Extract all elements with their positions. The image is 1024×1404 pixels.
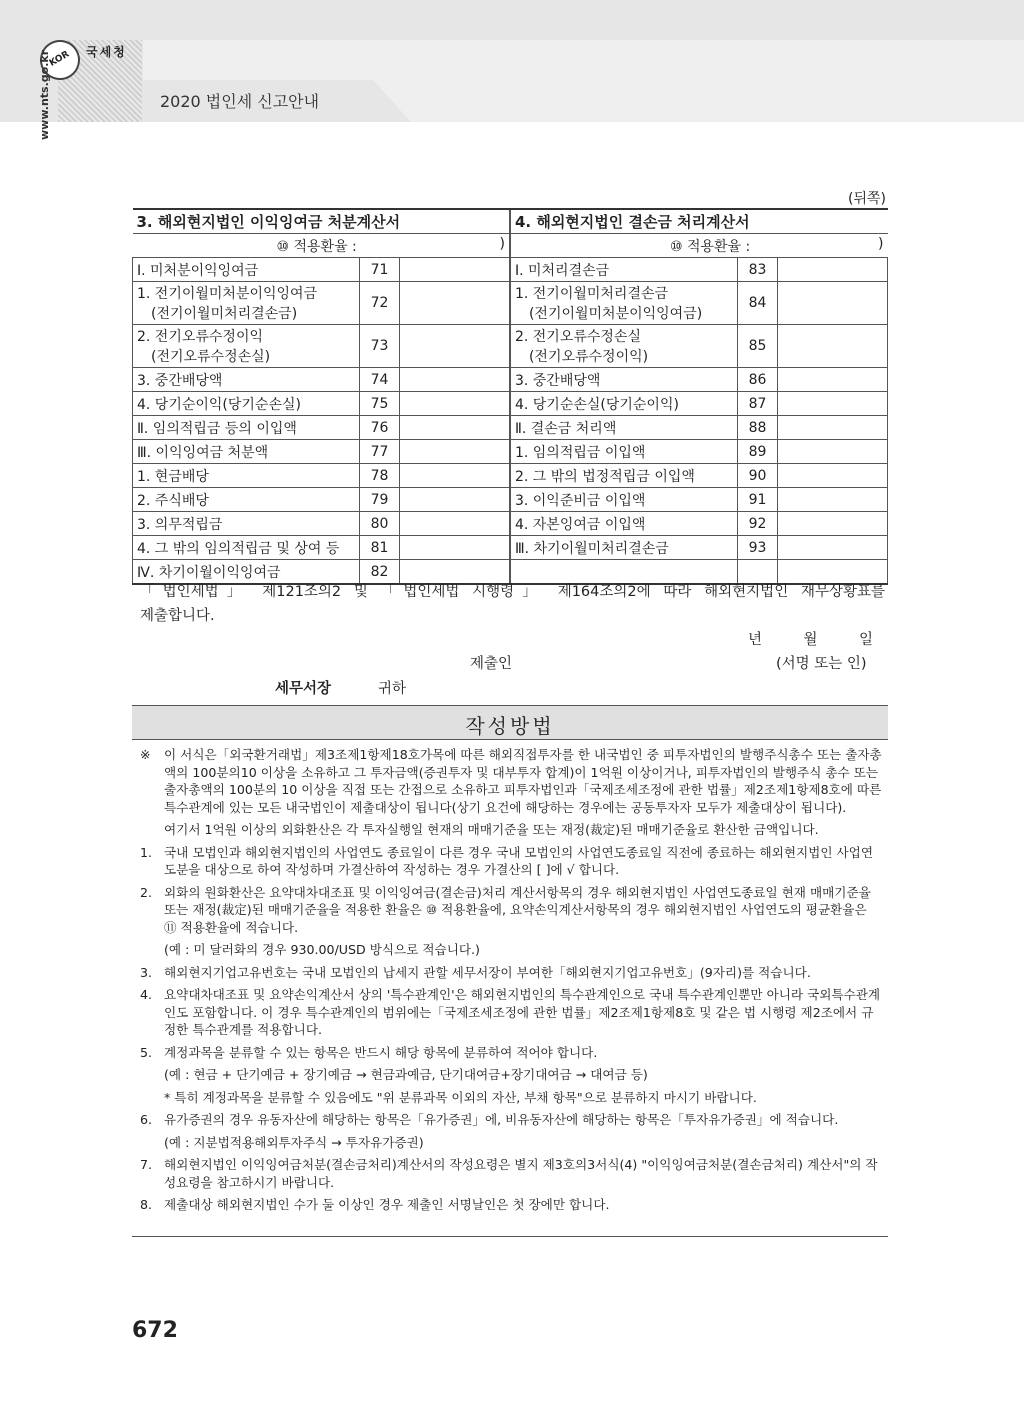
left-row-label-text: 1. 현금배당 [137,468,209,485]
note-text: 국내 모법인과 해외현지법인의 사업연도 종료일이 다른 경우 국내 모법인의 사업연도종료일 직전에 종료하는 해외현지법인 사업연도분을 대상으로 하여 작성하며 가결산하여 작성하는 경우 가결산의 [ ]에 √ 합니다. [164,844,873,877]
left-row-label-text: 3. 중간배당액 [137,372,223,389]
method-note [140,746,882,816]
left-rate-label: ⑩ 적용환율 : [276,238,357,255]
left-row-label-text: 2. 전기오류수정이익 [137,329,263,345]
right-section-title: 4. 해외현지법인 결손금 처리계산서 [510,209,888,234]
note-marker: 8. [140,1197,153,1212]
date-year: 년 [748,632,763,648]
left-row-code: 75 [360,392,400,416]
site-url: www.nts.go.kr [38,49,51,140]
method-note [140,1196,882,1214]
method-notes [140,746,882,1219]
date-day: 일 [858,632,873,648]
left-row-amount-field[interactable] [400,536,510,560]
left-row-label [133,325,360,368]
left-row-code: 74 [360,368,400,392]
left-row-label [133,392,360,416]
right-row-amount-field[interactable] [778,440,888,464]
signature-label: (서명 또는 인) [776,656,867,672]
left-row-amount-field[interactable] [400,440,510,464]
method-note [140,1066,882,1084]
right-row-amount-field[interactable] [778,368,888,392]
honorific-label: 귀하 [378,681,407,697]
left-row-label [133,368,360,392]
right-row-label-text: 1. 임의적립금 이입액 [514,444,646,461]
method-note [140,1044,882,1062]
method-note [140,1134,882,1152]
left-row-label [133,440,360,464]
back-side-label: (뒤쪽) [848,191,886,207]
right-row-label [510,368,738,392]
method-note [140,1111,882,1129]
table-row [133,536,888,560]
left-row-code: 80 [360,512,400,536]
note-text: 요약대차대조표 및 요약손익계산서 상의 '특수관계인'은 해외현지법인의 특수관계인으로 국내 특수관계인뿐만 아니라 국외특수관계인도 포함합니다. 이 경우 특수관계인의 범위에는「국제조세조정에 관한 법률」제2조제1항제8호 및 같은 법 시행령 제2조에서 규정한 특수관계를 적용합니다. [164,987,881,1037]
right-row-code: 93 [737,536,777,560]
left-row-amount-field[interactable] [400,325,510,368]
note-text: 계정과목을 분류할 수 있는 항목은 반드시 해당 항목에 분류하여 적어야 합니다. [164,1044,598,1060]
table-row [133,392,888,416]
right-row-code: 90 [737,464,777,488]
method-note [140,844,882,879]
right-row-label-text: 2. 전기오류수정손실 [514,329,641,345]
page-number: 672 [132,1318,178,1343]
left-row-label-text: Ⅰ. 미처분이익잉여금 [137,262,259,279]
left-row-amount-field[interactable] [400,368,510,392]
note-text: 해외현지기업고유번호는 국내 모법인의 납세지 관할 세무서장이 부여한「해외현지기업고유번호」(9자리)를 적습니다. [164,964,811,980]
declaration-line-2: 제출합니다. [140,608,215,624]
left-row-label-sub: (전기이월미처리결손금) [151,306,298,322]
note-marker: 3. [140,964,153,980]
right-row-code: 88 [737,416,777,440]
method-note [140,884,882,937]
left-row-label-text: 4. 당기순이익(당기순손실) [137,396,301,413]
right-row-label-text: 2. 그 밖의 법정적립금 이입액 [514,468,695,485]
nts-logo-icon: KOR [33,33,88,88]
left-row-label-text: Ⅲ. 이익잉여금 처분액 [137,444,269,461]
right-row-code: 83 [737,258,777,282]
right-row-label-text: Ⅲ. 차기이월미처리결손금 [514,540,669,557]
right-row-amount-field[interactable] [778,464,888,488]
left-row-label-text: 3. 의무적립금 [137,516,223,533]
right-row-code: 84 [737,282,777,325]
note-text: 여기서 1억원 이상의 외화환산은 각 투자실행일 현재의 매매기준율 또는 재정(裁定)된 매매기준율로 환산한 금액입니다. [164,822,819,837]
method-note [140,964,882,982]
table-row [133,368,888,392]
note-text: 제출대상 해외현지법인 수가 둘 이상인 경우 제출인 서명날인은 첫 장에만 합니다. [164,1197,610,1212]
right-row-label [510,392,738,416]
right-row-code: 86 [737,368,777,392]
note-marker: 6. [140,1112,153,1127]
left-row-code: 71 [360,258,400,282]
tax-office-label: 세무서장 [275,681,332,697]
method-note [140,941,882,959]
right-row-code: 87 [737,392,777,416]
left-row-amount-field[interactable] [400,258,510,282]
table-row [133,325,888,368]
notes-bottom-rule [132,1236,888,1237]
right-row-amount-field[interactable] [778,488,888,512]
note-marker: 2. [140,884,153,900]
left-row-label-text: 1. 전기이월미처분이익잉여금 [137,286,318,302]
right-row-code: 92 [737,512,777,536]
left-row-label-sub: (전기오류수정손실) [151,349,271,365]
method-title: 작성방법 [465,714,555,738]
right-row-label-text: Ⅰ. 미처리결손금 [514,262,610,279]
table-row [133,512,888,536]
note-marker: 1. [140,844,153,860]
right-row-label-text: 1. 전기이월미처리결손금 [514,286,669,302]
right-row-amount-field[interactable] [778,392,888,416]
left-row-amount-field[interactable] [400,392,510,416]
right-row-label-text: 3. 중간배당액 [514,372,601,389]
right-row-label-text: 3. 이익준비금 이입액 [514,492,646,509]
left-row-code: 79 [360,488,400,512]
right-row-label [510,440,738,464]
left-row-label-text: 4. 그 밖의 임의적립금 및 상여 등 [137,540,340,557]
right-row-label [510,536,738,560]
right-row-label [510,258,738,282]
method-note [140,821,882,839]
declaration-line-1: 「법인세법」 제121조의2 및 「법인세법 시행령」 제164조의2에 따라 해외현지법인 재무상황표를 [140,584,885,600]
right-exchange-rate: ⑩ 적용환율 : ) [510,234,888,258]
left-row-label-text: Ⅱ. 임의적립금 등의 이입액 [137,420,297,437]
right-row-amount-field[interactable] [778,536,888,560]
left-row-code: 73 [360,325,400,368]
statement-table [132,208,888,585]
left-row-label [133,512,360,536]
left-row-code: 81 [360,536,400,560]
table-row [133,258,888,282]
note-text: (예 : 현금 + 단기예금 + 장기예금 → 현금과예금, 단기대여금+장기대여금 → 대여금 등) [164,1067,648,1082]
right-row-code: 89 [737,440,777,464]
left-row-amount-field[interactable] [400,282,510,325]
date-month: 월 [803,632,818,648]
left-row-label [133,464,360,488]
table-row [133,488,888,512]
right-row-label-sub: (전기이월미처분이익잉여금) [528,306,703,322]
note-marker: 5. [140,1044,153,1060]
right-row-amount-field[interactable] [778,258,888,282]
note-text: (예 : 미 달러화의 경우 930.00/USD 방식으로 적습니다.) [164,942,480,957]
note-text: (예 : 지분법적용해외투자주식 → 투자유가증권) [164,1134,424,1150]
right-rate-label: ⑩ 적용환율 : [669,238,751,255]
note-text: 해외현지법인 이익잉여금처분(결손금처리)계산서의 작성요령은 별지 제3호의3서식(4) "이익잉여금처분(결손금처리) 계산서"의 작성요령을 참고하시기 바랍니다. [164,1157,878,1190]
note-marker: 4. [140,987,153,1002]
right-row-amount-field[interactable] [778,282,888,325]
right-row-amount-field[interactable] [778,416,888,440]
left-row-amount-field[interactable] [400,512,510,536]
table-row [133,282,888,325]
right-row-amount-field[interactable] [778,512,888,536]
right-row-label-text: Ⅱ. 결손금 처리액 [514,420,617,437]
note-text: 이 서식은「외국환거래법」제3조제1항제18호가목에 따른 해외직접투자를 한 내국법인 중 피투자법인의 발행주식총수 또는 출자총액의 100분의10 이상을 소유하고 그 투자금액(증권투자 및 대부투자 합계)이 1억원 이상이거나, 피투자법인의 발행주식 총수 또는 출자총액의 100분의 10 이상을 직접 또는 간접으로 소유하고 피투자법인과「국제조세조정에 관한 법률」제2조제1항제8호에 따른 특수관계에 있는 모든 내국법인이 제출대상이 됩니다(상기 요건에 해당하는 경우에는 공동투자자 모두가 제출대상이 됩니다). [164,747,882,815]
left-row-code: 78 [360,464,400,488]
right-row-label [510,464,738,488]
org-name: 국세청 [86,45,127,59]
left-row-label [133,536,360,560]
left-row-label-text: 2. 주식배당 [137,492,209,509]
right-row-label [510,488,738,512]
left-row-amount-field[interactable] [400,416,510,440]
right-row-amount-field[interactable] [778,325,888,368]
method-note [140,986,882,1039]
right-row-label-text: 4. 자본잉여금 이입액 [514,516,646,533]
left-row-code: 77 [360,440,400,464]
note-marker: 7. [140,1157,153,1172]
note-text: 유가증권의 경우 유동자산에 해당하는 항목은「유가증권」에, 비유동자산에 해당하는 항목은「투자유가증권」에 적습니다. [164,1112,839,1127]
header-gap [0,122,1024,142]
right-row-label [510,325,738,368]
left-exchange-rate: ⑩ 적용환율 : ) [133,234,510,258]
left-row-label [133,416,360,440]
right-row-label [510,282,738,325]
left-row-label-text: Ⅳ. 차기이월이익잉여금 [137,564,281,581]
method-note [140,1089,882,1107]
left-row-amount-field[interactable] [400,464,510,488]
left-section-title: 3. 해외현지법인 이익잉여금 처분계산서 [133,209,510,234]
left-row-label [133,488,360,512]
left-row-code: 72 [360,282,400,325]
date-fields [748,628,873,649]
note-text: * 특히 계정과목을 분류할 수 있음에도 "위 분류과목 이외의 자산, 부채 항목"으로 분류하지 마시기 바랍니다. [164,1089,757,1105]
left-row-label [133,258,360,282]
right-row-label-text: 4. 당기순손실(당기순이익) [514,396,679,413]
right-row-label [510,512,738,536]
note-marker: ※ [140,747,151,762]
left-row-code: 82 [360,560,400,585]
header-title: 2020 법인세 신고안내 [160,92,320,111]
table-row [133,440,888,464]
left-row-amount-field[interactable] [400,488,510,512]
right-row-label [510,416,738,440]
table-row [133,416,888,440]
table-row [133,464,888,488]
submitter-label: 제출인 [470,656,513,672]
left-row-code: 76 [360,416,400,440]
method-note [140,1156,882,1191]
right-row-code: 85 [737,325,777,368]
method-header-bar [132,705,888,740]
left-row-label [133,282,360,325]
right-row-code: 91 [737,488,777,512]
right-row-label-sub: (전기오류수정이익) [528,349,649,365]
note-text: 외화의 원화환산은 요약대차대조표 및 이익잉여금(결손금)처리 계산서항목의 경우 해외현지법인 사업연도종료일 현재 매매기준율 또는 재정(裁定)된 매매기준율을 적용한 환율은 ⑩ 적용환율에, 요약손익계산서항목의 경우 해외현지법인 사업연도의 평균환율은 ⑪ 적용환율에 적습니다. [164,884,871,935]
